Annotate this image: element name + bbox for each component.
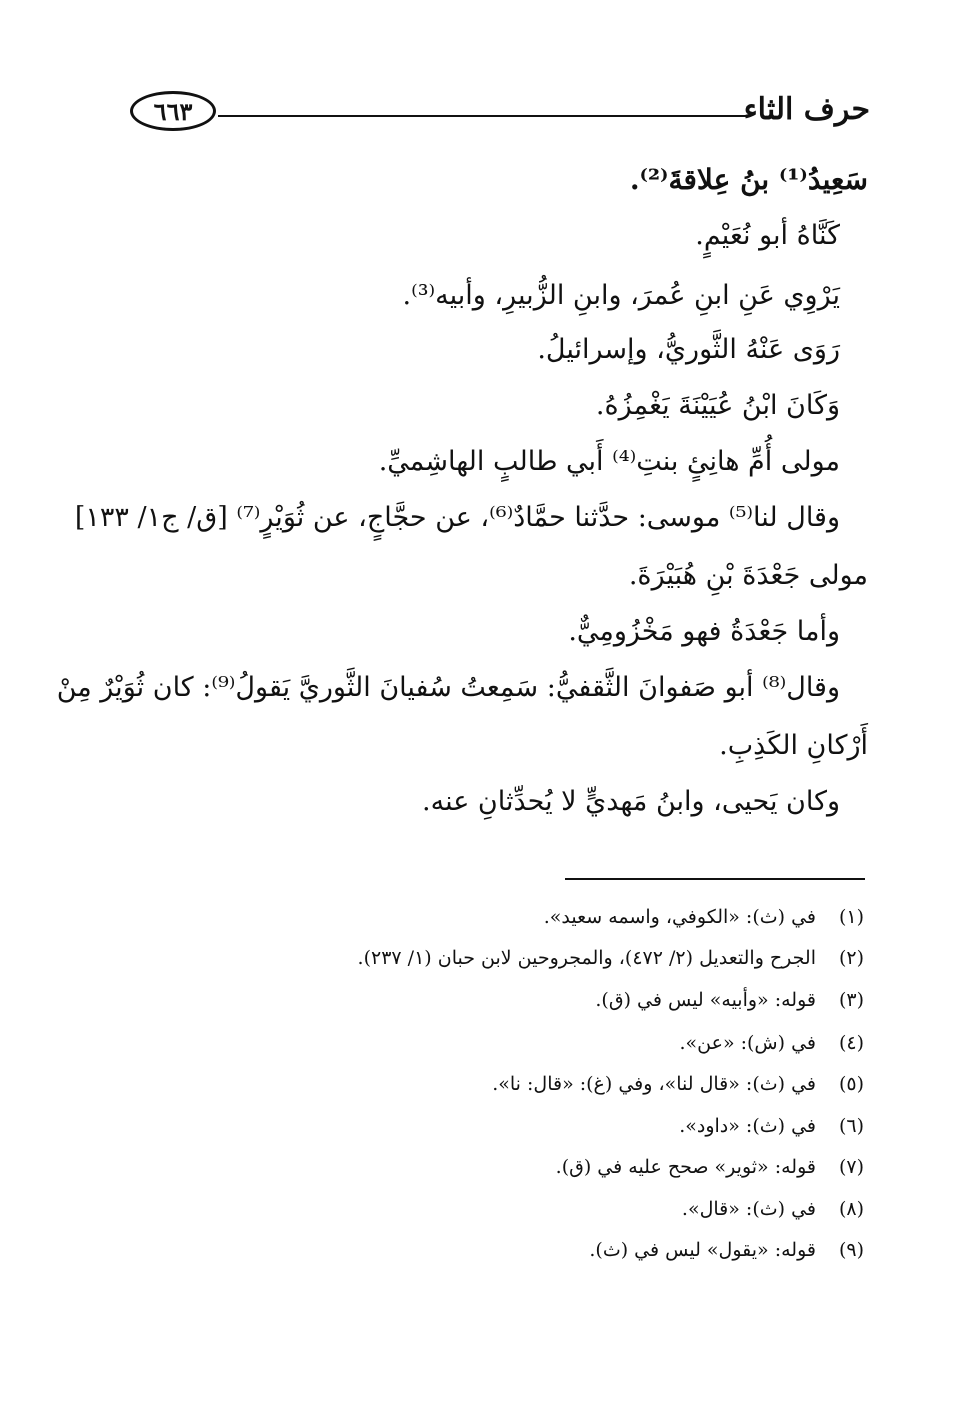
body-line: وقال⁽⁸⁾ أبو صَفوانَ الثَّقفيُّ: سَمِعتُ سُفيانَ الثَّوريَّ يَقولُ⁽⁹⁾: كان ثُوَيْرٌ مِنْ [56, 672, 840, 703]
footnote-number: (٨) [838, 1198, 864, 1220]
footnote-text: قوله: «وأبيه» ليس في (ق). [595, 989, 816, 1011]
footnote [589, 1237, 864, 1263]
footnote-text: في (ث): «قال». [681, 1198, 816, 1220]
body-line: يَرْوِي عَنِ ابنِ عُمرَ، وابنِ الزُّبيرِ، وأبيه⁽³⁾. [402, 280, 840, 311]
footnote-text: في (ث): «داود». [679, 1115, 816, 1137]
footnote-text: قوله: «يقول» ليس في (ث). [589, 1239, 816, 1261]
footnote [556, 1154, 864, 1180]
body-line: مولى جَعْدَةَ بْنِ هُبَيْرَةَ. [628, 560, 868, 591]
page-number: ٦٦٣ [130, 91, 216, 131]
footnote-text: في (ش): «عن». [679, 1032, 816, 1054]
footnote-text: الجرح والتعديل (٢/ ٤٧٢)، والمجروحين لابن حبان (١/ ٢٣٧). [357, 947, 816, 969]
body-line: كَنَّاهُ أبو نُعَيْمٍ. [695, 220, 840, 251]
header-rule [218, 115, 750, 117]
footnote [682, 1196, 864, 1222]
body-line: مولى أُمِّ هانِئٍ بنتِ⁽⁴⁾ أَبي طالبٍ الهاشِميِّ. [378, 446, 840, 477]
footnote-text: قوله: «ثوير» صحح عليه في (ق). [555, 1156, 816, 1178]
footnote [679, 1113, 864, 1139]
footnote-number: (٩) [838, 1239, 864, 1261]
body-line: وقال لنا⁽⁵⁾ موسى: حدَّثنا حمَّادٌ⁽⁶⁾، عن حجَّاجٍ، عن ثُوَيْرٍ⁽⁷⁾ [ق/ ج١/ ١٣٣] [74, 502, 840, 533]
footnote-number: (٣) [838, 989, 864, 1011]
footnote-text: في (ث): «قال لنا»، وفي (غ): «قال: نا». [492, 1073, 816, 1095]
footnote-number: (٤) [838, 1032, 864, 1054]
footnote-number: (٢) [838, 947, 864, 969]
footnote [544, 904, 864, 930]
entry-title: سَعِيدُ⁽¹⁾ بنُ عِلاقةَ⁽²⁾. [629, 163, 868, 196]
body-line: وكان يَحيى، وابنُ مَهديٍّ لا يُحدِّثانِ عنه. [422, 786, 840, 817]
footnote-text: في (ث): «الكوفي، واسمه سعيد». [543, 906, 816, 928]
body-line: رَوَى عَنْهُ الثَّوريُّ، وإسرائيلُ. [537, 334, 840, 365]
page-header [130, 86, 870, 142]
body-line: وأما جَعْدَةُ فهو مَخْزُومِيٌّ. [568, 616, 840, 647]
body-line: أَرْكانِ الكَذِبِ. [719, 730, 868, 761]
footnote-separator [565, 878, 865, 880]
body-line: وَكَانَ ابْنُ عُيَيْنَةَ يَغْمِزُهُ. [595, 390, 840, 421]
footnote-number: (٦) [838, 1115, 864, 1137]
chapter-title: حرف الثاء [743, 92, 870, 127]
footnote [595, 987, 864, 1013]
footnote-number: (٥) [838, 1073, 864, 1095]
footnote [358, 945, 864, 971]
footnote-number: (٧) [838, 1156, 864, 1178]
footnote [492, 1071, 864, 1097]
footnote [679, 1030, 864, 1056]
footnote-number: (١) [838, 906, 864, 928]
